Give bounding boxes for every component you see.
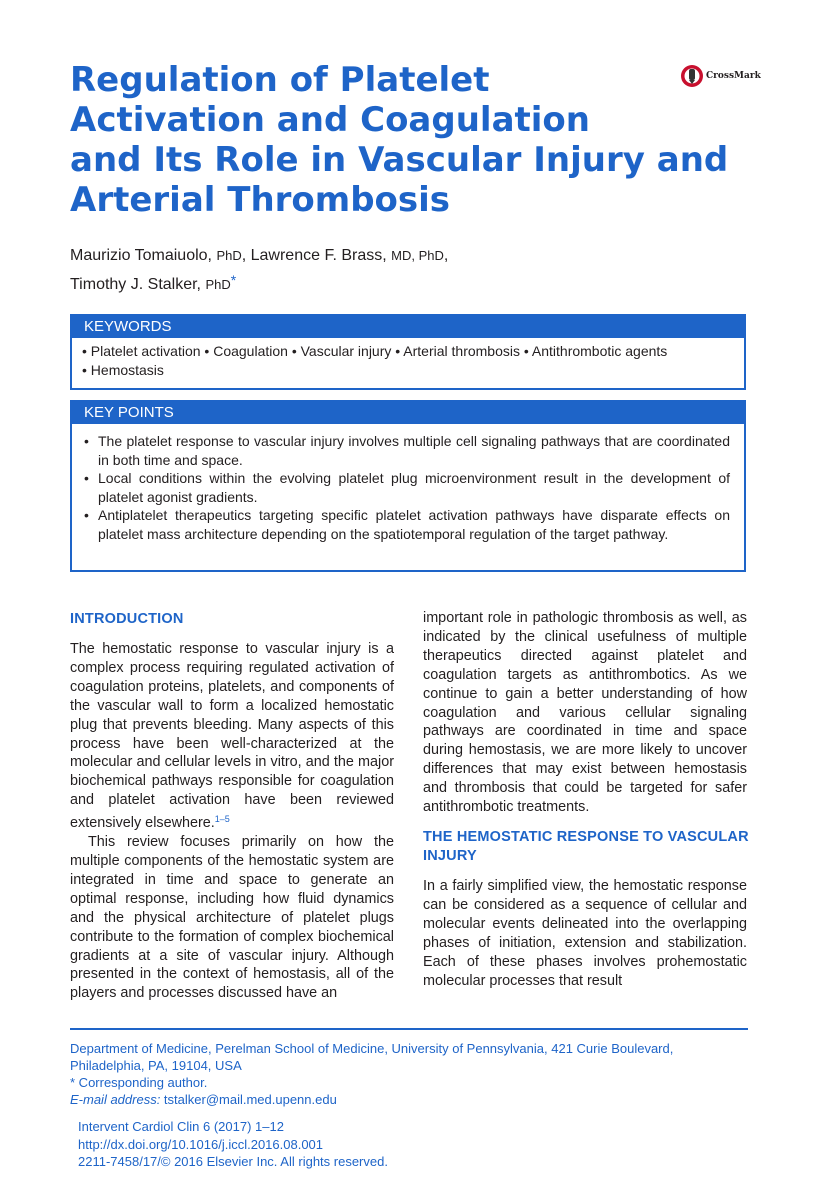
key-points-heading: KEY POINTS	[72, 402, 744, 424]
email-label: E-mail address:	[70, 1092, 161, 1107]
key-points-list	[82, 428, 730, 543]
key-points-box	[70, 400, 746, 572]
author-separator: ,	[443, 247, 449, 264]
author-list	[70, 244, 770, 297]
copyright: 2211-7458/17/© 2016 Elsevier Inc. All rights reserved.	[78, 1154, 388, 1169]
key-points-body	[72, 424, 744, 543]
corresponding-author-note	[70, 1074, 750, 1091]
author-line	[70, 268, 770, 297]
author-name: Lawrence F. Brass,	[250, 247, 392, 264]
affiliation: Department of Medicine, Perelman School of Medicine, University of Pennsylvania, 421 Curie Boulevard, Philadelphia, PA, 19104, USA	[70, 1041, 674, 1073]
footnotes	[70, 1040, 750, 1108]
journal-info	[78, 1118, 388, 1171]
author-name: Timothy J. Stalker,	[70, 276, 206, 293]
email-line	[70, 1091, 750, 1108]
intro-paragraph-text: The hemostatic response to vascular injury is a complex process requiring regulated activation of coagulation proteins, platelets, and components of the vascular wall to form a localized hemostatic plug that prevents bleeding. Many aspects of this process have been well-characterized at the molecular and cellular levels in vitro, and the major biochemical pathways responsible for coagulation and platelet activation have been reviewed extensively elsewhere.	[70, 641, 394, 832]
author-separator: ,	[241, 247, 251, 264]
title-line: Activation and Coagulation	[70, 100, 590, 140]
right-column-top	[423, 609, 747, 817]
title-line: Arterial Thrombosis	[70, 180, 451, 220]
intro-paragraph: This review focuses primarily on how the multiple components of the hemostatic system are integrated in time and space to generate an optimal response, including how fluid dynamics and the physical architecture of platelet plugs contribute to the formation of complex biochemical gradients at a site of vascular injury. Although presented in the context of hemostasis, all of the players and processes discussed have an	[70, 834, 394, 1002]
introduction-heading: INTRODUCTION	[70, 611, 184, 627]
crossmark-label: CrossMark	[706, 71, 761, 81]
left-column	[70, 640, 394, 1003]
crossmark-badge[interactable]	[680, 64, 761, 88]
author-name: Maurizio Tomaiuolo,	[70, 247, 217, 264]
keywords-line: • Platelet activation • Coagulation • Vascular injury • Arterial thrombosis • Antithrombotic agents	[82, 343, 668, 359]
author-line	[70, 244, 770, 268]
citation-link[interactable]: 1–5	[214, 814, 230, 825]
title-line: and Its Role in Vascular Injury and	[70, 140, 729, 180]
email-link[interactable]: tstalker@mail.med.upenn.edu	[160, 1092, 337, 1107]
footnote-divider	[70, 1028, 748, 1030]
crossmark-icon	[680, 64, 704, 88]
right-column-bottom	[423, 877, 747, 990]
author-degree: PhD	[216, 248, 242, 263]
corresponding-mark: *	[70, 1075, 76, 1090]
key-point-item: • Local conditions within the evolving platelet plug microenvironment result in the development of platelet agonist gradients.	[82, 469, 730, 506]
author-degree: MD, PhD	[391, 248, 444, 263]
keywords-box	[70, 314, 746, 390]
keywords-heading: KEYWORDS	[72, 316, 744, 338]
keywords-line: • Hemostasis	[82, 361, 164, 378]
intro-paragraph-continued: important role in pathologic thrombosis as well, as indicated by the clinical usefulness of multiple therapeutics directed against platelet and coagulation targets as antithrombotics. As we continue to gain a better understanding of how coagulation and various cellular signaling pathways are coordinated in time and space during hemostasis, we are more likely to uncover differences that may exist between hemostasis and thrombosis that could be targeted for safer antithrombotic treatments.	[423, 610, 747, 816]
corresponding-text: Corresponding author.	[75, 1075, 208, 1090]
article-title	[70, 60, 770, 220]
hemostatic-paragraph: In a fairly simplified view, the hemostatic response can be considered as a sequence of cellular and molecular events delineated into the overlapping phases of initiation, extension and stabilization. Each of these phases involves prohemostatic molecular processes that result	[423, 878, 747, 989]
keywords-body	[72, 338, 744, 379]
doi-link[interactable]: http://dx.doi.org/10.1016/j.iccl.2016.08.001	[78, 1136, 324, 1152]
key-point-item: • Antiplatelet therapeutics targeting specific platelet activation pathways have disparate effects on platelet mass architecture depending on the spatiotemporal regulation of the target pathway.	[82, 506, 730, 543]
corresponding-author-mark[interactable]: *	[230, 272, 237, 288]
title-line: Regulation of Platelet	[70, 60, 490, 100]
journal-citation: Intervent Cardiol Clin 6 (2017) 1–12	[78, 1119, 284, 1134]
hemostatic-response-heading: THE HEMOSTATIC RESPONSE TO VASCULAR INJURY	[423, 829, 749, 864]
author-degree: PhD	[205, 277, 231, 292]
intro-paragraph	[70, 640, 394, 833]
key-point-item: • The platelet response to vascular injury involves multiple cell signaling pathways that are coordinated in both time and space.	[82, 432, 730, 469]
